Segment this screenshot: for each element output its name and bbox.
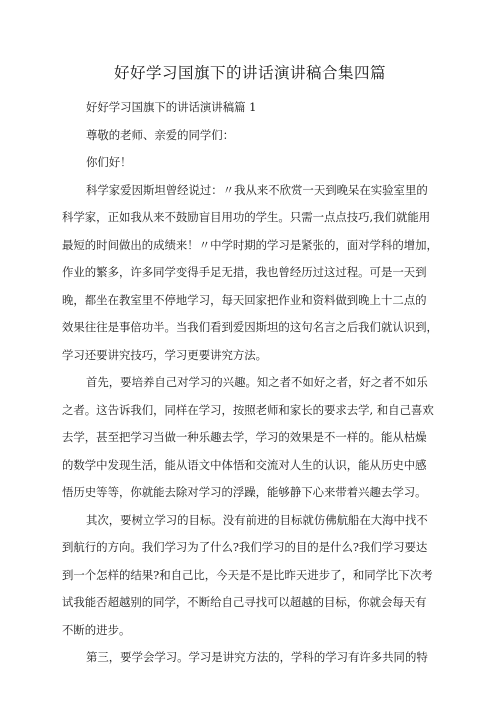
text-line: 不断的进步。	[62, 622, 131, 637]
text-line: 好好学习国旗下的讲话演讲稿篇 1	[86, 100, 257, 114]
text-line: 悟历史等等，你就能去除对学习的浮躁，能够静下心来带着兴趣去学习。	[62, 485, 427, 499]
document-title: 好好学习国旗下的讲话演讲稿合集四篇	[113, 64, 386, 82]
text-line: 科学家爱因斯坦曾经说过：〃我从来不欣赏一天到晚呆在实验室里的	[86, 182, 428, 197]
text-line: 到一个怎样的结果?和自己比，今天是不是比昨天进步了，和同学比下次考	[62, 567, 433, 582]
text-line: 其次，要树立学习的目标。没有前进的目标就仿佛航船在大海中找不	[86, 512, 428, 527]
text-line: 作业的繁多，许多同学变得手足无措，我也曾经历过这过程。可是一天到	[62, 265, 427, 279]
text-line: 的数学中发现生活，能从语文中体悟和交流对人生的认识，能从历史中感	[62, 457, 427, 472]
text-line: 尊敬的老师、亲爱的同学们：	[86, 127, 235, 142]
text-line: 之者。这告诉我们，同样在学习，按照老师和家长的要求去学, 和自己喜欢	[62, 402, 434, 417]
text-line: 最短的时间做出的成绩来！〃中学时期的学习是紧张的，面对学科的增加，	[62, 237, 438, 252]
text-line: 晚，都坐在教室里不停地学习，每天回家把作业和资料做到晚上十二点的	[62, 292, 427, 307]
text-line: 你们好！	[86, 155, 132, 169]
text-line: 科学家，正如我从来不鼓励盲目用功的学生。只需一点点技巧,我们就能用	[62, 210, 431, 224]
text-line: 第三，要学会学习。学习是讲究方法的，学科的学习有许多共同的特	[86, 650, 428, 664]
text-line: 效果往往是事倍功半。当我们看到爱因斯坦的这句名言之后我们就认识到，	[62, 320, 438, 334]
text-line: 去学，甚至把学习当做一种乐趣去学，学习的效果是不一样的。能从枯燥	[62, 430, 427, 444]
text-line: 学习还要讲究技巧，学习更要讲究方法。	[62, 347, 268, 362]
text-line: 试我能否超越别的同学，不断给自己寻找可以超越的目标，你就会每天有	[62, 595, 427, 609]
text-line: 到航行的方向。我们学习为了什么?我们学习的目的是什么?我们学习要达	[62, 540, 428, 554]
document-body	[62, 94, 438, 672]
text-line: 首先，要培养自己对学习的兴趣。知之者不如好之者，好之者不如乐	[86, 375, 428, 389]
